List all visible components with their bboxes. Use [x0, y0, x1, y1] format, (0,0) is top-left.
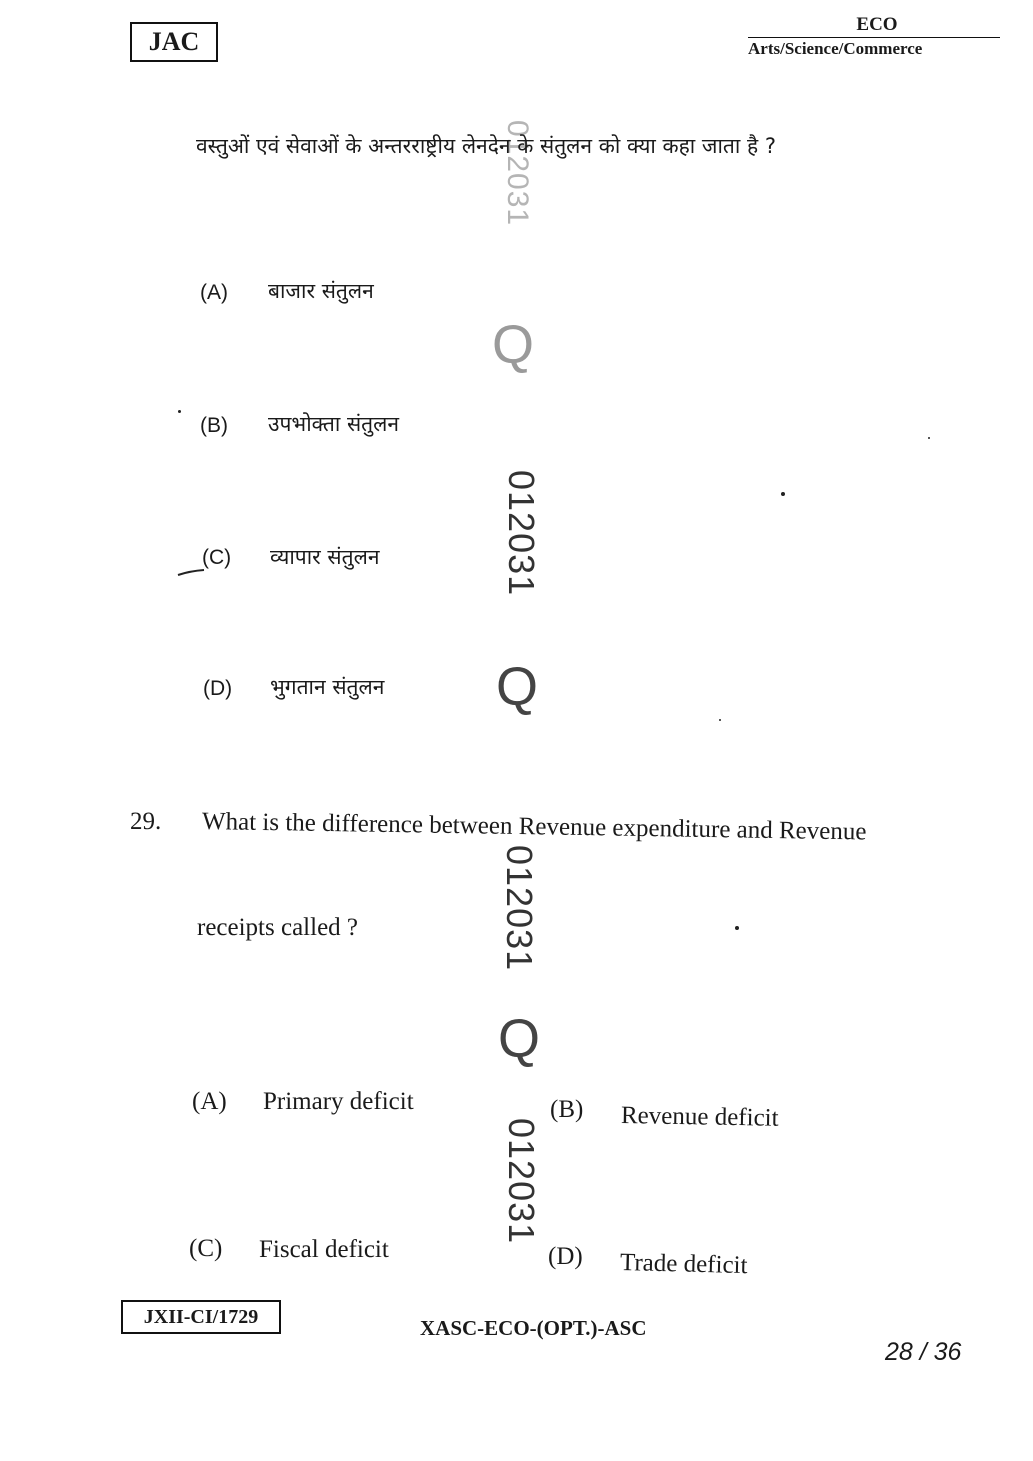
q28-option-d-text: भुगतान संतुलन — [270, 675, 385, 699]
subject-label: ECO — [856, 14, 898, 35]
page-number: 28 / 36 — [885, 1338, 962, 1366]
watermark-q: Q — [498, 1009, 541, 1069]
watermark-code-faint: 012031 — [501, 120, 534, 227]
q29-option-b-text: Revenue deficit — [620, 1102, 779, 1132]
q29-option-a-text: Primary deficit — [263, 1088, 414, 1115]
q29-number: 29. — [130, 808, 162, 835]
streams-label: Arts/Science/Commerce — [748, 37, 1000, 59]
q28-question-text: वस्तुओं एवं सेवाओं के अन्तरराष्ट्रीय लेनदेन के संतुलन को क्या कहा जाता है ? — [196, 134, 776, 158]
q28-option-a-text: बाजार संतुलन — [268, 279, 374, 303]
q29-option-c-label: (C) — [189, 1235, 223, 1262]
q28-option-c-label: (C) — [202, 546, 232, 569]
scan-speck — [735, 926, 739, 930]
q28-option-a-label: (A) — [200, 281, 228, 304]
exam-code: XASC-ECO-(OPT.)-ASC — [420, 1316, 647, 1340]
watermark-q-faint: Q — [492, 315, 535, 375]
q29-question-line1: What is the difference between Revenue expenditure and Revenue — [201, 808, 867, 846]
board-logo-box: JAC — [130, 22, 218, 62]
scan-speck — [178, 410, 181, 413]
paper-id-box: JXII-CI/1729 — [121, 1300, 281, 1334]
watermark-code: 012031 — [501, 470, 542, 597]
scan-speck — [781, 492, 785, 496]
watermark-code: 012031 — [501, 1118, 542, 1245]
scan-speck — [928, 437, 930, 439]
watermark-q: Q — [496, 657, 539, 717]
q29-option-b-label: (B) — [550, 1096, 584, 1123]
scan-speck — [719, 719, 721, 721]
pen-mark — [176, 562, 208, 578]
q28-option-c-text: व्यापार संतुलन — [270, 545, 380, 569]
watermark-code: 012031 — [499, 845, 540, 972]
q29-option-d-text: Trade deficit — [619, 1249, 748, 1280]
q29-option-c-text: Fiscal deficit — [259, 1236, 389, 1263]
q28-option-b-label: (B) — [200, 414, 228, 437]
q29-option-a-label: (A) — [192, 1088, 227, 1115]
q29-option-d-label: (D) — [548, 1243, 583, 1270]
q29-question-line2: receipts called ? — [197, 914, 359, 941]
q28-option-d-label: (D) — [203, 677, 233, 700]
q28-option-b-text: उपभोक्ता संतुलन — [268, 412, 400, 436]
